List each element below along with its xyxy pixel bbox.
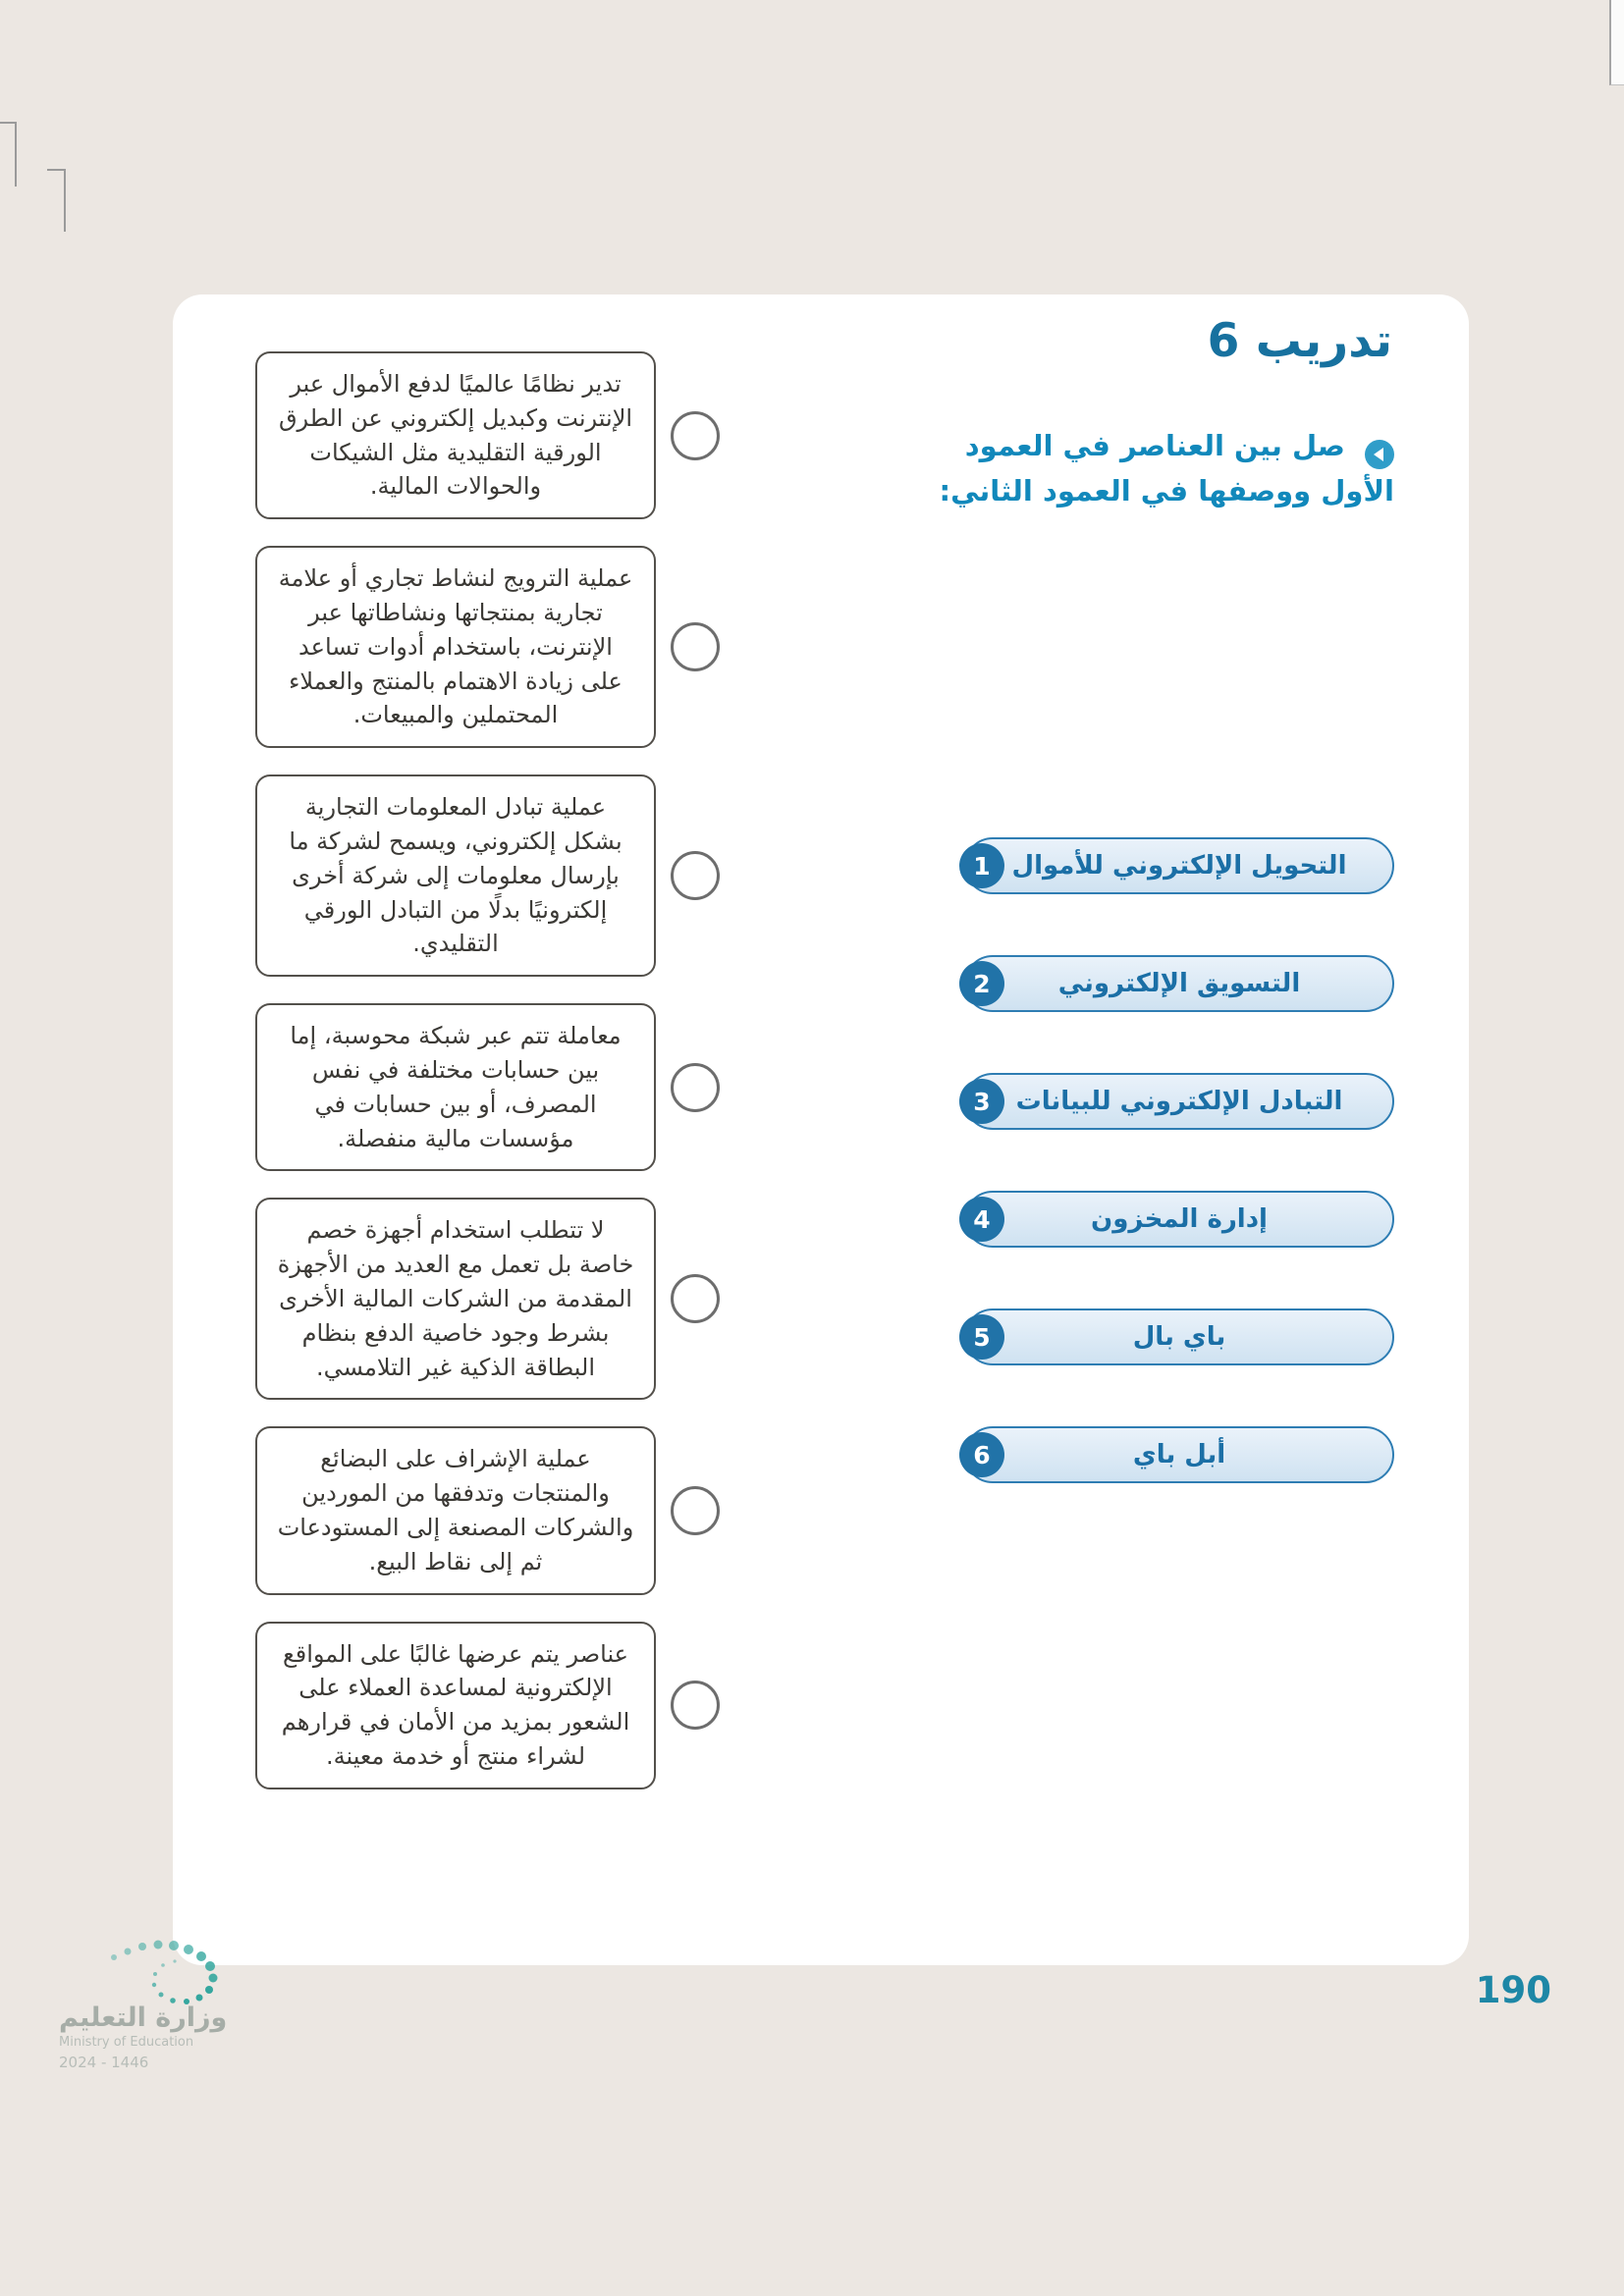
match-answer-circle[interactable] <box>671 1063 720 1112</box>
instruction-text: صل بين العناصر في العمود الأول ووصفها في العمود الثاني: <box>939 429 1394 507</box>
ministry-name-english: Ministry of Education <box>59 2035 194 2050</box>
description-text: عناصر يتم عرضها غالبًا على المواقع الإلكترونية لمساعدة العملاء على الشعور بمزيد من الأمان في قرارهم لشراء منتج أو خدمة معينة. <box>281 1639 630 1770</box>
description-box <box>255 1426 656 1594</box>
match-answer-circle[interactable] <box>671 1274 720 1323</box>
description-box <box>255 546 656 748</box>
crop-mark <box>47 169 65 171</box>
description-box <box>255 1003 656 1171</box>
ministry-of-education-logo <box>59 1936 295 2071</box>
description-text: لا تتطلب استخدام أجهزة خصم خاصة بل تعمل مع العديد من الأجهزة المقدمة من الشركات المالية الأخرى بشرط وجود خاصية الدفع بنظام البطاقة الذكية غير التلامسي. <box>277 1216 634 1381</box>
item-number-badge: 2 <box>959 961 1004 1006</box>
item-label: إدارة المخزون <box>1091 1204 1268 1234</box>
edition-year: 2024 - 1446 <box>59 2054 149 2071</box>
item-number-badge: 5 <box>959 1314 1004 1360</box>
page-edge-strip <box>1609 0 1624 85</box>
description-text: معاملة تتم عبر شبكة محوسبة، إما بين حسابات مختلفة في نفس المصرف، أو بين حسابات في مؤسسات مالية منفصلة. <box>290 1022 622 1152</box>
item-pill[interactable] <box>964 955 1394 1012</box>
description-row <box>255 546 656 748</box>
crop-mark <box>64 169 66 232</box>
description-text: تدير نظامًا عالميًا لدفع الأموال عبر الإنترنت وكبديل إلكتروني عن الطرق الورقية التقليدية مثل الشيكات والحوالات المالية. <box>278 370 633 501</box>
crop-mark <box>0 122 16 124</box>
item-pill[interactable] <box>964 1308 1394 1365</box>
item-label: التحويل الإلكتروني للأموال <box>1011 851 1347 881</box>
item-number-badge: 4 <box>959 1197 1004 1242</box>
match-answer-circle[interactable] <box>671 411 720 460</box>
description-row <box>255 1622 656 1789</box>
description-text: عملية الترويج لنشاط تجاري أو علامة تجارية بمنتجاتها ونشاطاتها عبر الإنترنت، باستخدام أدوات تساعد على زيادة الاهتمام بالمنتج والعملاء المحتملين والمبيعات. <box>278 564 633 729</box>
items-column <box>964 837 1394 1483</box>
description-box <box>255 351 656 519</box>
description-text: عملية تبادل المعلومات التجارية بشكل إلكتروني، ويسمح لشركة ما بإرسال معلومات إلى شركة أخرى إلكترونيًا بدلًا من التبادل الورقي التقليدي. <box>289 793 623 958</box>
item-label: أبل باي <box>1132 1440 1226 1469</box>
description-row <box>255 1198 656 1400</box>
item-pill[interactable] <box>964 1426 1394 1483</box>
item-pill[interactable] <box>964 837 1394 894</box>
page-number: 190 <box>1475 1969 1551 2011</box>
description-box <box>255 1198 656 1400</box>
description-row <box>255 1003 656 1171</box>
item-pill[interactable] <box>964 1073 1394 1130</box>
description-text: عملية الإشراف على البضائع والمنتجات وتدفقها من الموردين والشركات المصنعة إلى المستودعات ثم إلى نقاط البيع. <box>277 1445 634 1575</box>
ministry-name-arabic: وزارة التعليم <box>59 2002 228 2033</box>
description-row <box>255 351 656 519</box>
exercise-card <box>173 294 1469 1965</box>
item-number-badge: 3 <box>959 1079 1004 1124</box>
match-answer-circle[interactable] <box>671 1681 720 1730</box>
description-row <box>255 774 656 977</box>
match-answer-circle[interactable] <box>671 851 720 900</box>
item-label: التسويق الإلكتروني <box>1057 969 1301 998</box>
descriptions-column <box>255 351 656 1789</box>
exercise-instruction <box>931 424 1394 513</box>
crop-mark <box>15 122 17 187</box>
item-label: باي بال <box>1132 1322 1226 1352</box>
description-box <box>255 774 656 977</box>
match-answer-circle[interactable] <box>671 1486 720 1535</box>
item-number-badge: 1 <box>959 843 1004 888</box>
description-box <box>255 1622 656 1789</box>
match-answer-circle[interactable] <box>671 622 720 671</box>
item-number-badge: 6 <box>959 1432 1004 1477</box>
description-row <box>255 1426 656 1594</box>
exercise-title: تدريب 6 <box>1207 314 1392 368</box>
chevron-left-bullet-icon <box>1365 440 1394 469</box>
item-label: التبادل الإلكتروني للبيانات <box>1015 1087 1343 1116</box>
item-pill[interactable] <box>964 1191 1394 1248</box>
